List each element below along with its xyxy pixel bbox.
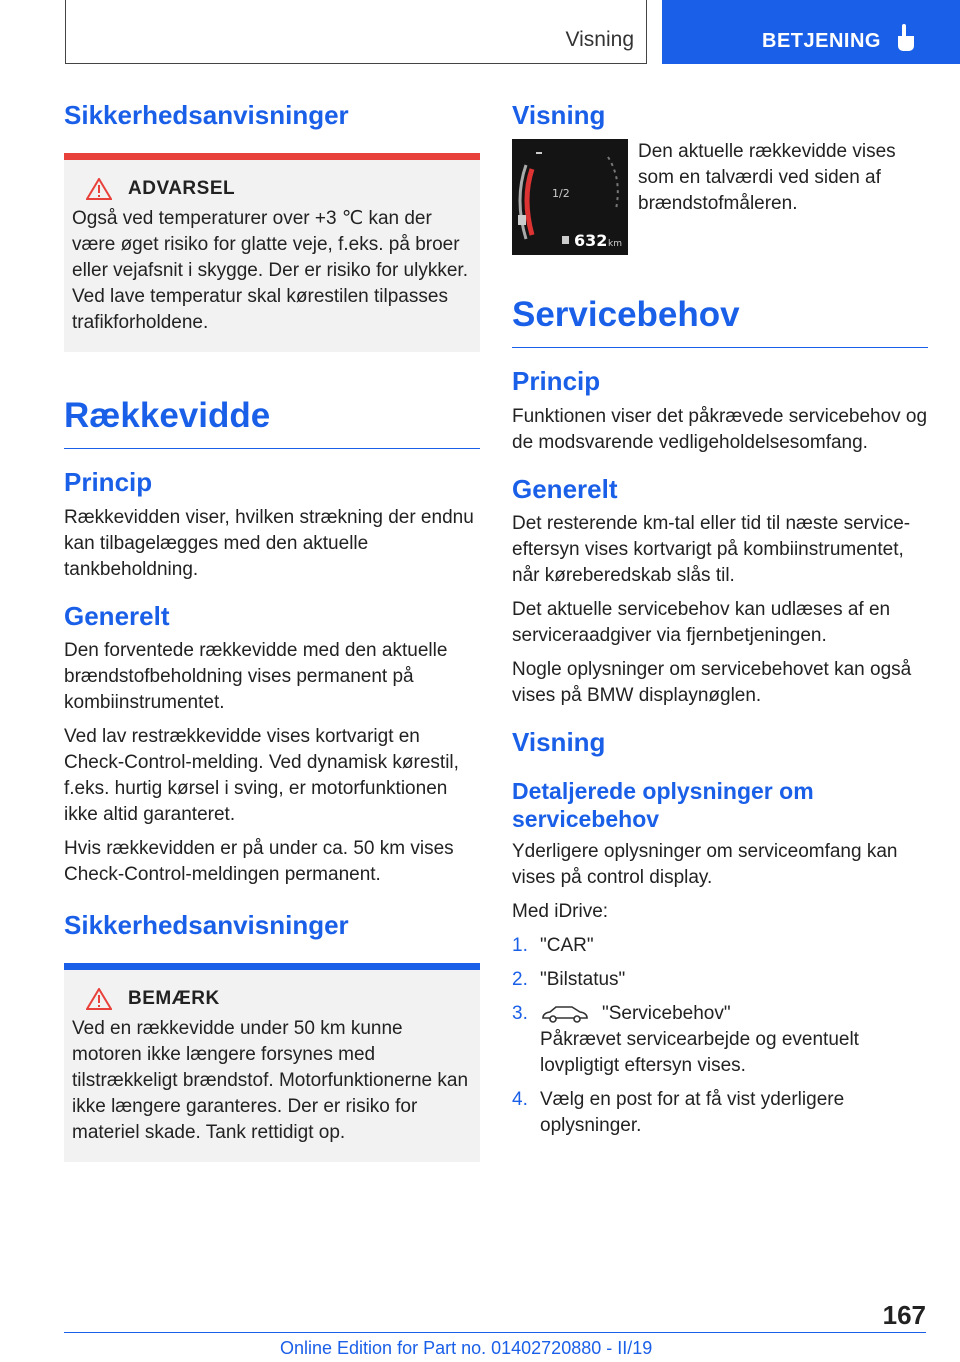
- car-icon: [540, 1004, 590, 1024]
- hand-pointer-icon: [895, 22, 917, 52]
- idrive-steps: [512, 933, 928, 1139]
- idrive-intro: Med iDrive:: [512, 901, 609, 923]
- warning-label: ADVARSEL: [128, 178, 236, 200]
- note-text: Ved en rækkevidde under 50 km kunne motoren ikke længere forsynes med tilstrækkeligt brændstof. Motorfunktionerne kan ikke længere garanteres. Der er risiko for materiel skade. Tank rettidigt op.: [72, 1018, 469, 1143]
- step-item: [512, 1087, 928, 1139]
- note-triangle-icon: [86, 988, 112, 1010]
- service-princip-heading: Princip: [512, 366, 601, 397]
- warning-triangle-icon: [86, 178, 112, 200]
- safety-heading-2: Sikkerhedsanvisninger: [64, 909, 349, 940]
- detail-text: Yderligere oplysninger om serviceomfang kan vises på control display.: [512, 841, 898, 889]
- step-item: [512, 967, 928, 993]
- range-generelt-heading: Generelt: [64, 600, 170, 631]
- fuel-pump-icon: [518, 215, 526, 225]
- step-text: "CAR": [540, 935, 594, 957]
- gauge-half-label: 1/2: [552, 187, 570, 201]
- step-item: [512, 1001, 928, 1079]
- step-text: "Servicebehov": [602, 1003, 731, 1025]
- range-princip-heading: Princip: [64, 467, 153, 498]
- service-visning-heading: Visning: [512, 726, 606, 757]
- page-number: 167: [882, 1300, 926, 1330]
- header-section-tab: [65, 0, 647, 64]
- range-display-figure: [512, 139, 928, 255]
- step-text: "Bilstatus": [540, 969, 626, 991]
- gauge-km-unit: km: [608, 239, 622, 250]
- step-subtext: Påkrævet servicearbejde og eventuelt lovpligtigt eftersyn vises.: [540, 1029, 859, 1077]
- right-column: [512, 100, 928, 1147]
- service-generelt-p3: Nogle oplysninger om servicebehovet kan også vises på BMW displaynøglen.: [512, 658, 912, 706]
- step-text: Vælg en post for at få vist yderligere oplysninger.: [540, 1089, 845, 1137]
- detail-heading: Detaljerede oplysninger om servicebehov: [512, 778, 814, 832]
- warning-box: [64, 153, 480, 352]
- range-generelt-p3: Hvis rækkevidden er på under ca. 50 km vises Check-Control-meldingen permanent.: [64, 837, 454, 885]
- step-number: 1.: [512, 935, 528, 957]
- header-chapter-tab: [662, 0, 960, 64]
- note-label: BEMÆRK: [128, 988, 220, 1009]
- visning-text: Den aktuelle rækkevidde vises som en talværdi ved siden af brændstofmåleren.: [638, 141, 896, 215]
- service-princip-text: Funktionen viser det påkrævede servicebehov og de modsvarende vedligeholdelsesomfang.: [512, 405, 928, 453]
- footer-divider: [64, 1332, 926, 1333]
- range-heading: Rækkevidde: [64, 396, 480, 449]
- safety-heading-1: Sikkerhedsanvisninger: [64, 100, 349, 130]
- footer-text: Online Edition for Part no. 01402720880 - II/19: [280, 1338, 653, 1358]
- header-section-label: Visning: [565, 28, 634, 51]
- step-item: [512, 933, 928, 959]
- gauge-km-value: 632: [574, 231, 608, 251]
- visning-heading: Visning: [512, 100, 606, 130]
- small-pump-icon: [562, 236, 569, 244]
- header-chapter-label: BETJENING: [762, 30, 881, 52]
- service-generelt-p1: Det resterende km-tal eller tid til næste service-eftersyn vises kortvarigt på kombiinstrumentet, når køreberedskab slås til.: [512, 512, 911, 586]
- step-number: 2.: [512, 969, 528, 991]
- left-column: [64, 100, 480, 1206]
- range-generelt-p1: Den forventede rækkevidde med den aktuelle brændstofbeholdning vises permanent på kombiinstrumentet.: [64, 639, 448, 713]
- service-generelt-heading: Generelt: [512, 473, 618, 504]
- note-box: [64, 963, 480, 1162]
- service-generelt-p2: Det aktuelle servicebehov kan udlæses af en serviceraadgiver via fjernbetjeningen.: [512, 598, 891, 646]
- range-princip-text: Rækkevidden viser, hvilken strækning der endnu kan tilbagelægges med den aktuelle tankbeholdning.: [64, 506, 474, 580]
- range-generelt-p2: Ved lav restrækkevidde vises kortvarigt en Check-Control-melding. Ved dynamisk kørestil, f.eks. hurtig kørsel i sving, er motorfunktionen ikke altid garanteret.: [64, 725, 459, 825]
- service-heading: Servicebehov: [512, 295, 928, 348]
- step-number: 4.: [512, 1089, 528, 1111]
- step-number: 3.: [512, 1003, 528, 1025]
- warning-text: Også ved temperaturer over +3 ℃ kan der være øget risiko for glatte veje, f.eks. på broer eller vejafsnit i skygge. Der er risiko for ulykker. Ved lave temperatur skal kørestilen tilpasses trafikforholdene.: [72, 208, 468, 334]
- fuel-gauge-image: [512, 139, 628, 255]
